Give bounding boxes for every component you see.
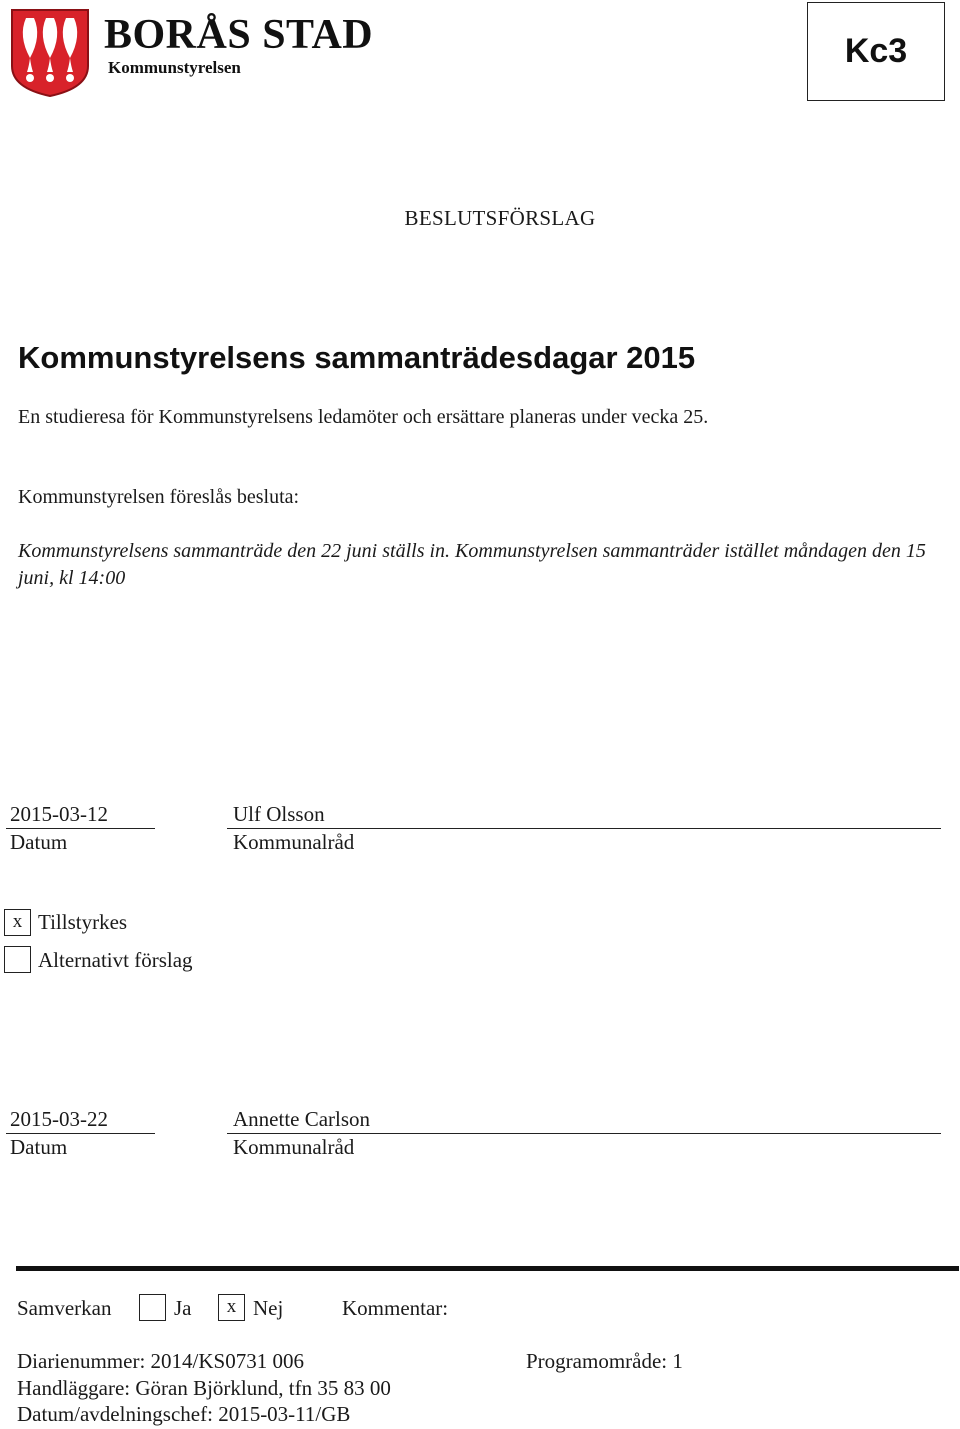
- page-title: Kommunstyrelsens sammanträdesdagar 2015: [18, 340, 696, 375]
- option-tillstyrkes-checkbox[interactable]: x: [4, 909, 31, 936]
- option-alternativt-checkbox[interactable]: [4, 946, 31, 973]
- diarienummer: Diarienummer: 2014/KS0731 006: [17, 1349, 304, 1373]
- samverkan-ja-label: Ja: [174, 1296, 192, 1320]
- signature1-name: Ulf Olsson: [233, 802, 325, 826]
- signature2-date: 2015-03-22: [10, 1107, 108, 1131]
- samverkan-ja-checkbox[interactable]: [139, 1294, 166, 1321]
- decision-text: Kommunstyrelsens sammanträde den 22 juni ställs in. Kommunstyrelsen sammanträder istället måndagen den 15 juni, kl 14:00: [18, 540, 926, 589]
- signature2-name-line: [227, 1133, 941, 1134]
- signature1-date: 2015-03-12: [10, 802, 108, 826]
- proposal-lead: Kommunstyrelsen föreslås besluta:: [18, 486, 300, 508]
- signature2-role: Kommunalråd: [233, 1135, 355, 1159]
- option-alternativt-label: Alternativt förslag: [38, 948, 193, 972]
- signature1-date-line: [6, 828, 155, 829]
- samverkan-nej-checkbox[interactable]: x: [218, 1294, 245, 1321]
- document-code-box: [807, 2, 945, 101]
- organization-department: Kommunstyrelsen: [108, 58, 241, 77]
- programomrade: Programområde: 1: [526, 1349, 683, 1373]
- samverkan-nej-label: Nej: [253, 1296, 284, 1320]
- document-type: BESLUTSFÖRSLAG: [404, 206, 596, 230]
- intro-paragraph: En studieresa för Kommunstyrelsens ledamöter och ersättare planeras under vecka 25.: [18, 406, 709, 428]
- signature1-date-caption: Datum: [10, 830, 68, 854]
- footer-divider: [16, 1266, 959, 1271]
- datum-avdelningschef: Datum/avdelningschef: 2015-03-11/GB: [17, 1402, 351, 1426]
- signature1-role: Kommunalråd: [233, 830, 355, 854]
- samverkan-label: Samverkan: [17, 1296, 112, 1320]
- option-tillstyrkes-label: Tillstyrkes: [38, 910, 128, 934]
- organization-name: BORÅS STAD: [104, 12, 374, 58]
- signature2-date-line: [6, 1133, 155, 1134]
- handlaggare: Handläggare: Göran Björklund, tfn 35 83 00: [17, 1376, 391, 1400]
- boras-coat-of-arms-logo: [10, 8, 90, 98]
- signature2-date-caption: Datum: [10, 1135, 68, 1159]
- signature2-name: Annette Carlson: [233, 1107, 371, 1131]
- kommentar-label: Kommentar:: [342, 1296, 449, 1320]
- signature1-name-line: [227, 828, 941, 829]
- document-code: Kc3: [844, 32, 908, 70]
